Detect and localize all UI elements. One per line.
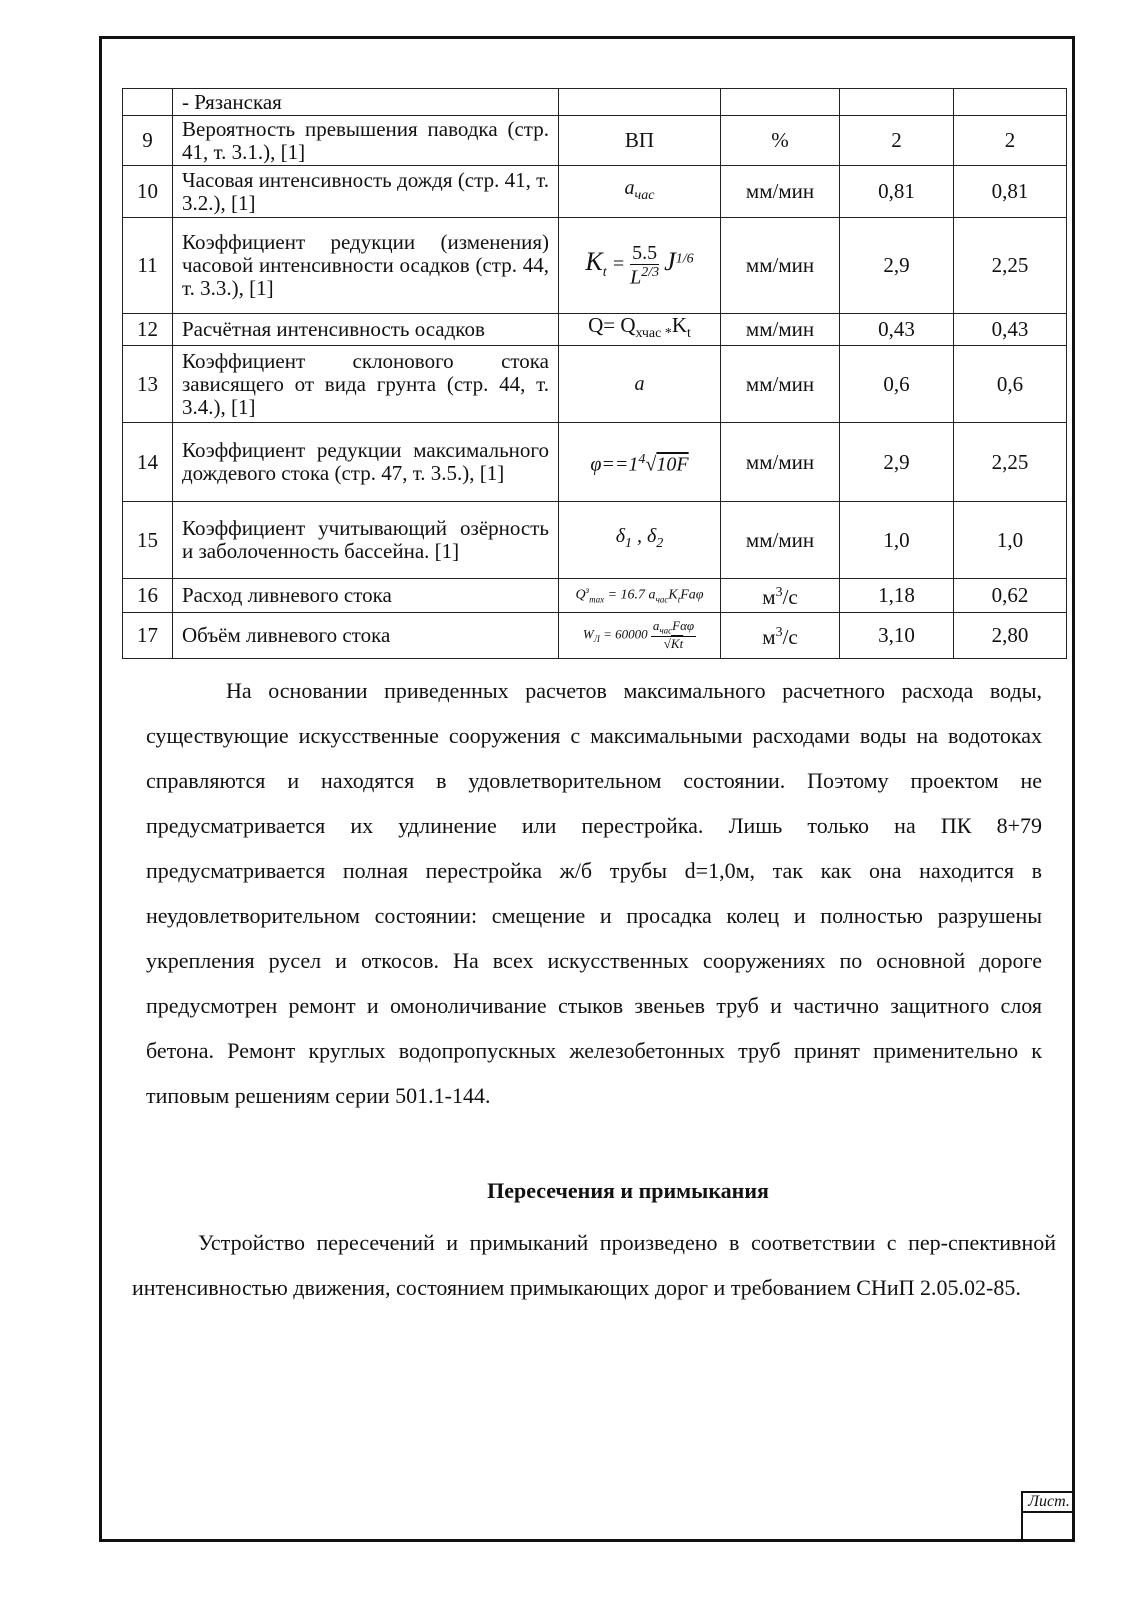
row-value-1: 1,0	[840, 502, 954, 579]
row-description: - Рязанская	[173, 89, 559, 116]
row-symbol: $W_Л = 60000$ $\frac{a_{час}F\alpha\varphi}{√Kt}$	[559, 612, 721, 658]
row-symbol: a	[559, 346, 721, 423]
row-number: 11	[123, 218, 173, 314]
row-value-1: 2,9	[840, 218, 954, 314]
body-paragraph	[146, 668, 1042, 1118]
row-symbol: ВП	[559, 116, 721, 166]
row-value-1: 1,18	[840, 579, 954, 612]
row-description: Часовая интенсивность дождя (стр. 41, т. 3.2.), [1]	[173, 166, 559, 218]
row-unit	[721, 89, 840, 116]
section-heading: Пересечения и примыкания	[487, 1178, 769, 1203]
row-value-1: 2	[840, 116, 954, 166]
row-number: 15	[123, 502, 173, 579]
row-unit: $м^3/с$	[721, 612, 840, 658]
paragraph-text: Устройство пересечений и примыканий произведено в соответствии с пер-спективной интенсивностью движения, состоянием примыкающих дорог и требованием СНиП 2.05.02-85.	[132, 1230, 1056, 1300]
row-description: Коэффициент редукции (изменения) часовой интенсивности осадков (стр. 44, т. 3.3.), [1]	[173, 218, 559, 314]
sheet-stamp	[1021, 1491, 1075, 1542]
table-row	[123, 89, 1067, 116]
row-value-2: 1,0	[954, 502, 1067, 579]
row-description: Коэффициент склонового стока зависящего от вида грунта (стр. 44, т. 3.4.), [1]	[173, 346, 559, 423]
row-value-1: 0,43	[840, 314, 954, 346]
row-symbol: $\varphi==1^4√10F$	[559, 423, 721, 502]
row-unit: мм/мин	[721, 314, 840, 346]
row-number: 17	[123, 612, 173, 658]
row-unit: мм/мин	[721, 346, 840, 423]
row-symbol: $Q^з_{max} = 16.7$ $a_{час}K_tFa\varphi$	[559, 579, 721, 612]
row-symbol: $\delta_1$ , $\delta_2$	[559, 502, 721, 579]
row-number: 14	[123, 423, 173, 502]
row-symbol: $K_t$ = $\frac{5.5}{L^{2/3}}$ $J^{1/6}$	[559, 218, 721, 314]
row-symbol	[559, 89, 721, 116]
row-symbol: $a_{час}$	[559, 166, 721, 218]
row-value-1	[840, 89, 954, 116]
row-value-2: 2,25	[954, 423, 1067, 502]
row-description: Расход ливневого стока	[173, 579, 559, 612]
row-value-1: 0,81	[840, 166, 954, 218]
table-row	[123, 166, 1067, 218]
row-value-1: 3,10	[840, 612, 954, 658]
row-number: 10	[123, 166, 173, 218]
row-value-2: 0,6	[954, 346, 1067, 423]
table-row	[123, 579, 1067, 612]
row-number: 12	[123, 314, 173, 346]
row-value-2: 0,81	[954, 166, 1067, 218]
body-paragraph-2	[132, 1220, 1056, 1310]
row-unit: мм/мин	[721, 166, 840, 218]
parameters-table	[122, 88, 1067, 659]
table-row	[123, 218, 1067, 314]
row-value-1: 0,6	[840, 346, 954, 423]
row-unit: мм/мин	[721, 502, 840, 579]
row-value-2: 2	[954, 116, 1067, 166]
row-value-2	[954, 89, 1067, 116]
row-unit: мм/мин	[721, 218, 840, 314]
row-number: 9	[123, 116, 173, 166]
table-row	[123, 116, 1067, 166]
row-description: Коэффициент учитывающий озёрность и заболоченность бассейна. [1]	[173, 502, 559, 579]
row-unit: %	[721, 116, 840, 166]
table-row	[123, 314, 1067, 346]
row-number	[123, 89, 173, 116]
sheet-label: Лист.	[1023, 1493, 1075, 1513]
row-value-2: 2,25	[954, 218, 1067, 314]
row-description: Вероятность превышения паводка (стр. 41, т. 3.1.), [1]	[173, 116, 559, 166]
row-value-2: 0,43	[954, 314, 1067, 346]
row-number: 16	[123, 579, 173, 612]
table-row	[123, 612, 1067, 658]
row-unit: $м^3/с$	[721, 579, 840, 612]
row-number: 13	[123, 346, 173, 423]
table-row	[123, 346, 1067, 423]
row-description: Коэффициент редукции максимального дождевого стока (стр. 47, т. 3.5.), [1]	[173, 423, 559, 502]
row-unit: мм/мин	[721, 423, 840, 502]
row-value-2: 0,62	[954, 579, 1067, 612]
paragraph-text: На основании приведенных расчетов максимального расчетного расхода воды, существующие искусственные сооружения с максимальными расходами воды на водотоках справляются и находятся в удовлетворительном состоянии. Поэтому проектом не предусматривается их удлинение или перестройка. Лишь только на ПК 8+79 предусматривается полная перестройка ж/б трубы d=1,0м, так как она находится в неудовлетворительном состоянии: смещение и просадка колец и полностью разрушены укрепления русел и откосов. На всех искусственных сооружениях по основной дороге предусмотрен ремонт и омоноличивание стыков звеньев труб и частично защитного слоя бетона. Ремонт круглых водопропускных железобетонных труб принят применительно к типовым решениям серии 501.1-144.	[146, 678, 1042, 1108]
row-description: Объём ливневого стока	[173, 612, 559, 658]
table-row	[123, 502, 1067, 579]
row-symbol: $Q= Q_{хчас *}K_t$	[559, 314, 721, 346]
row-value-2: 2,80	[954, 612, 1067, 658]
row-description: Расчётная интенсивность осадков	[173, 314, 559, 346]
table-row	[123, 423, 1067, 502]
row-value-1: 2,9	[840, 423, 954, 502]
